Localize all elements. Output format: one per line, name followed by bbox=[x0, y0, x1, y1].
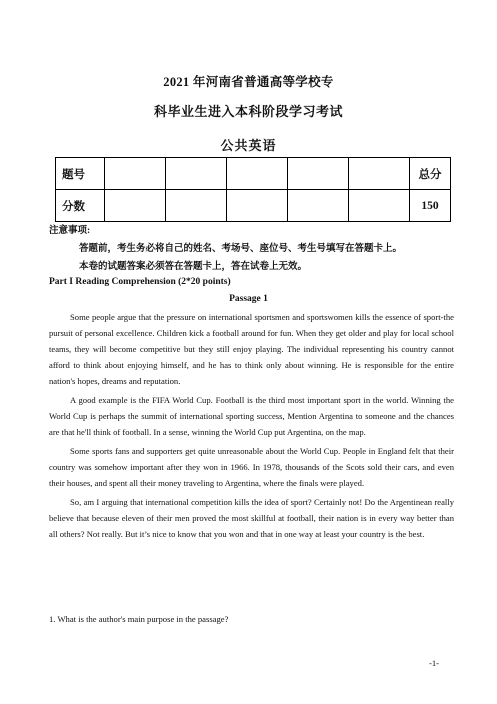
passage-title: Passage 1 bbox=[229, 294, 268, 304]
exam-subject: 公共英语 bbox=[220, 138, 277, 153]
exam-notes bbox=[49, 222, 469, 276]
score-cell bbox=[166, 158, 227, 190]
notes-heading: 注意事项: bbox=[49, 226, 91, 236]
passage-paragraph: Some sports fans and supporters get quite unreasonable about the World Cup. People in England felt that their country was somehow important after they won in 1966. In 1978, thousands of the Scots sold their cars, and even their houses, and spent all their money traveling to Argentina, where the finals were played. bbox=[49, 446, 454, 488]
score-cell bbox=[166, 190, 227, 222]
passage-body bbox=[49, 309, 454, 545]
score-cell bbox=[349, 190, 410, 222]
score-cell bbox=[288, 190, 349, 222]
section-title: Part I Reading Comprehension (2*20 points) bbox=[49, 277, 231, 287]
score-table-row-scores bbox=[56, 190, 451, 222]
page-number: -1- bbox=[429, 658, 440, 668]
notes-item: 答题前，考生务必将自己的姓名、考场号、座位号、考生号填写在答题卡上。 bbox=[79, 244, 403, 254]
score-cell bbox=[288, 158, 349, 190]
score-cell bbox=[227, 158, 288, 190]
score-label: 分数 bbox=[56, 190, 105, 222]
score-cell bbox=[227, 190, 288, 222]
passage-paragraph: Some people argue that the pressure on international sportsmen and sportswomen kills the essence of sport-the pursuit of personal excellence. Children kick a football around for fun. When they get older and play for local school teams, they will become competitive but they still enjoy playing. The individual representing his country cannot afford to think about enjoying himself, and he has to think only about winning. He is responsible for the entire nation's hopes, dreams and reputation. bbox=[49, 312, 454, 386]
score-cell bbox=[105, 190, 166, 222]
question-text: 1. What is the author's main purpose in the passage? bbox=[49, 614, 229, 624]
notes-item: 本卷的试题答案必须答在答题卡上，答在试卷上无效。 bbox=[79, 262, 308, 272]
score-cell bbox=[349, 158, 410, 190]
exam-title-line2: 科毕业生进入本科阶段学习考试 bbox=[153, 104, 343, 119]
passage-paragraph: So, am I arguing that international competition kills the idea of sport? Certainly not! Do the Argentinean really believe that because eleven of their men proved the most skillful at football, their nation is in every way better than all others? Not really. But it’s nice to know that you won and that in one way at least your country is the best. bbox=[49, 497, 454, 539]
total-label: 总分 bbox=[410, 158, 451, 190]
score-table-row-question-numbers bbox=[56, 158, 451, 190]
score-cell bbox=[105, 158, 166, 190]
question-number-label: 题号 bbox=[56, 158, 105, 190]
passage-paragraph: A good example is the FIFA World Cup. Football is the third most important sport in the world. Winning the World Cup is perhaps the summit of international sporting success, Mention Argentina to someone and the chances are that he'll think of football. In a sense, winning the World Cup put Argentina, on the map. bbox=[49, 395, 454, 437]
exam-title-line1: 2021 年河南省普通高等学校专 bbox=[163, 75, 334, 89]
score-table bbox=[55, 157, 451, 222]
total-score: 150 bbox=[410, 190, 451, 222]
